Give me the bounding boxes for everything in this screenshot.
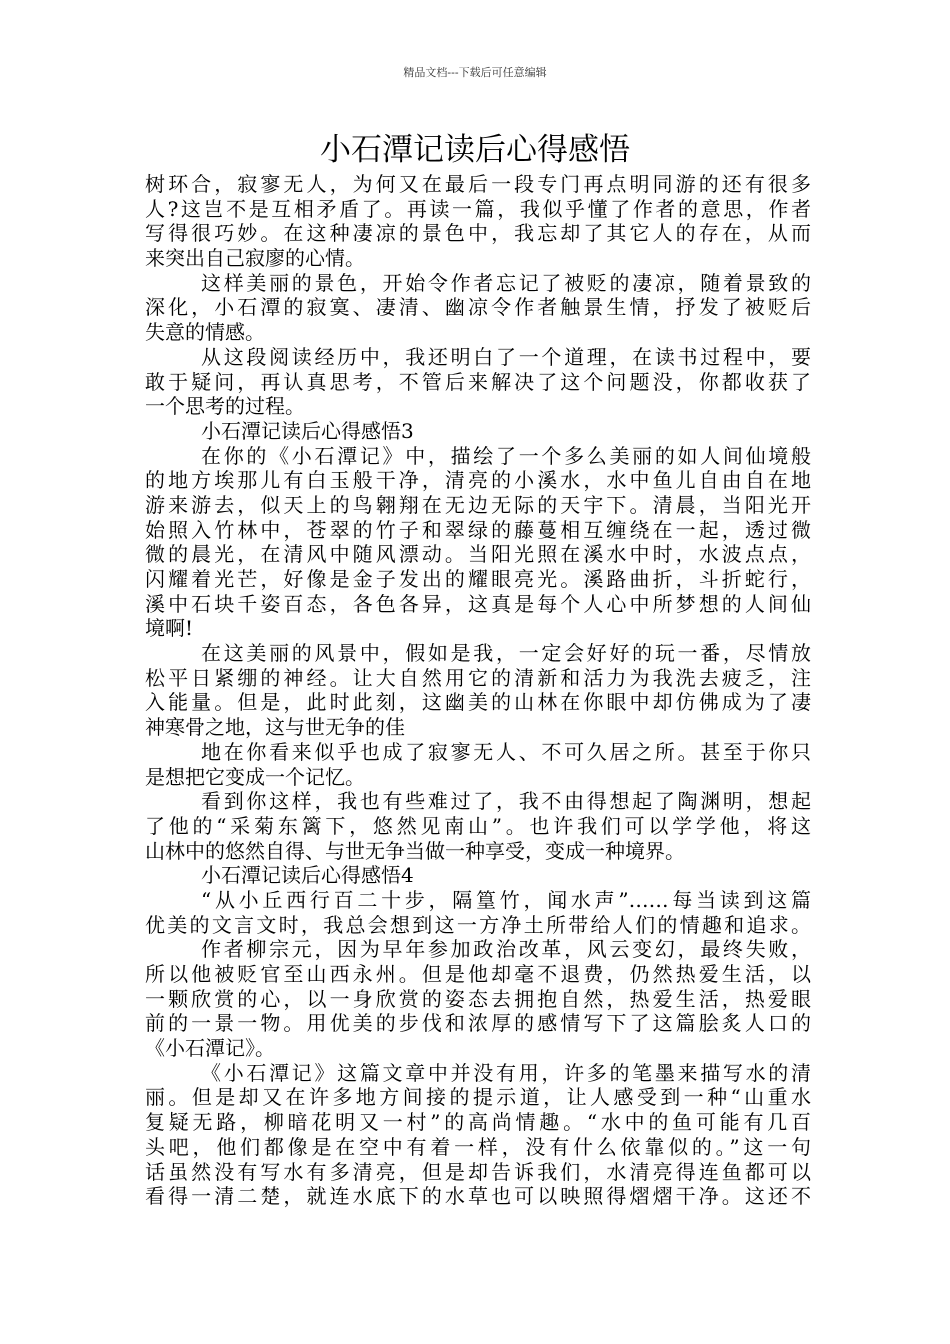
text-line: 闪耀着光芒，好像是金子发出的耀眼亮光。溪路曲折，斗折蛇行， bbox=[145, 567, 811, 591]
text-line: 话虽然没有写水有多清亮，但是却告诉我们，水清亮得连鱼都可以 bbox=[145, 1159, 811, 1184]
text-line: 境啊! bbox=[145, 616, 194, 641]
text-line: 优美的文言文时，我总会想到这一方净土所带给人们的情趣和追求。 bbox=[145, 912, 811, 937]
text-line: 一个思考的过程。 bbox=[145, 394, 305, 419]
page-header: 精品文档---下载后可任意编辑 bbox=[403, 66, 547, 79]
text-line: 小石潭记读后心得感悟4 bbox=[201, 863, 414, 888]
text-line: 始照入竹林中，苍翠的竹子和翠绿的藤蔓相互缠绕在一起，透过微 bbox=[145, 517, 811, 542]
text-line: 复疑无路，柳暗花明又一村”的高尚情趣。“水中的鱼可能有几百 bbox=[145, 1110, 811, 1135]
text-line: 了他的“采菊东篱下，悠然见南山”。也许我们可以学学他，将这 bbox=[145, 813, 811, 838]
text-line: 山林中的悠然自得、与世无争当做一种享受，变成一种境界。 bbox=[145, 838, 685, 863]
text-line: 游来游去，似天上的鸟翱翔在无边无际的天宇下。清晨，当阳光开 bbox=[145, 492, 811, 517]
text-line: 深化，小石潭的寂寞、凄清、幽凉令作者触景生情，抒发了被贬后 bbox=[145, 295, 811, 320]
text-line: 在你的《小石潭记》中，描绘了一个多么美丽的如人间仙境般 bbox=[201, 443, 811, 468]
text-line: 是想把它变成一个记忆。 bbox=[145, 764, 365, 789]
text-line: 所以他被贬官至山西永州。但是他却毫不退费，仍然热爱生活，以 bbox=[145, 962, 811, 986]
text-line: 来突出自己寂廖的心情。 bbox=[145, 246, 365, 271]
text-line: 地在你看来似乎也成了寂寥无人、不可久居之所。甚至于你只 bbox=[201, 739, 811, 764]
text-line: 人?这岂不是互相矛盾了。再读一篇，我似乎懂了作者的意思，作者 bbox=[145, 196, 811, 221]
text-line: 小石潭记读后心得感悟3 bbox=[201, 418, 414, 443]
text-line: 作者柳宗元，因为早年参加政治改革，风云变幻，最终失败， bbox=[201, 937, 811, 962]
text-line: 《小石潭记》这篇文章中并没有用，许多的笔墨来描写水的清 bbox=[201, 1060, 811, 1085]
text-line: 松平日紧绷的神经。让大自然用它的清新和活力为我洗去疲乏，注 bbox=[145, 665, 811, 690]
text-line: 丽。但是却又在许多地方间接的提示道，让人感受到一种“山重水 bbox=[145, 1085, 811, 1110]
text-line: 敢于疑问，再认真思考，不管后来解决了这个问题没，你都收获了 bbox=[145, 369, 811, 394]
text-line: 写得很巧妙。在这种凄凉的景色中，我忘却了其它人的存在，从而 bbox=[145, 221, 811, 246]
document-title: 小石潭记读后心得感悟 bbox=[320, 132, 630, 168]
text-line: 这样美丽的景色，开始令作者忘记了被贬的凄凉，随着景致的 bbox=[201, 270, 811, 295]
document-body bbox=[145, 172, 811, 1209]
text-line: 入能量。但是，此时此刻，这幽美的山林在你眼中却仿佛成为了凄 bbox=[145, 690, 811, 715]
text-line: 微的晨光，在清风中随风漂动。当阳光照在溪水中时，水波点点， bbox=[145, 542, 811, 567]
text-line: 从这段阅读经历中，我还明白了一个道理，在读书过程中，要 bbox=[201, 344, 811, 369]
text-line: 的地方埃那儿有白玉般干净，清亮的小溪水，水中鱼儿自由自在地 bbox=[145, 468, 811, 493]
text-line: 看到你这样，我也有些难过了，我不由得想起了陶渊明，想起 bbox=[201, 789, 811, 814]
text-line: 在这美丽的风景中，假如是我，一定会好好的玩一番，尽情放 bbox=[201, 641, 811, 666]
text-line: 前的一景一物。用优美的步伐和浓厚的感情写下了这篇脍炙人口的 bbox=[145, 1011, 811, 1036]
text-line: 神寒骨之地，这与世无争的佳 bbox=[145, 715, 405, 740]
text-line: 树环合，寂寥无人，为何又在最后一段专门再点明同游的还有很多 bbox=[145, 172, 811, 196]
text-line: 溪中石块千姿百态，各色各异，这真是每个人心中所梦想的人间仙 bbox=[145, 591, 811, 616]
text-line: 头吧，他们都像是在空中有着一样，没有什么依靠似的。”这一句 bbox=[145, 1134, 811, 1159]
text-line: “从小丘西行百二十步，隔篁竹，闻水声”……每当读到这篇 bbox=[201, 887, 811, 912]
text-line: 看得一清二楚，就连水底下的水草也可以映照得熠熠干净。这还不 bbox=[145, 1184, 811, 1209]
text-line: 《小石潭记》。 bbox=[145, 1036, 275, 1061]
text-line: 一颗欣赏的心，以一身欣赏的姿态去拥抱自然，热爱生活，热爱眼 bbox=[145, 986, 811, 1011]
text-line: 失意的情感。 bbox=[145, 320, 265, 345]
